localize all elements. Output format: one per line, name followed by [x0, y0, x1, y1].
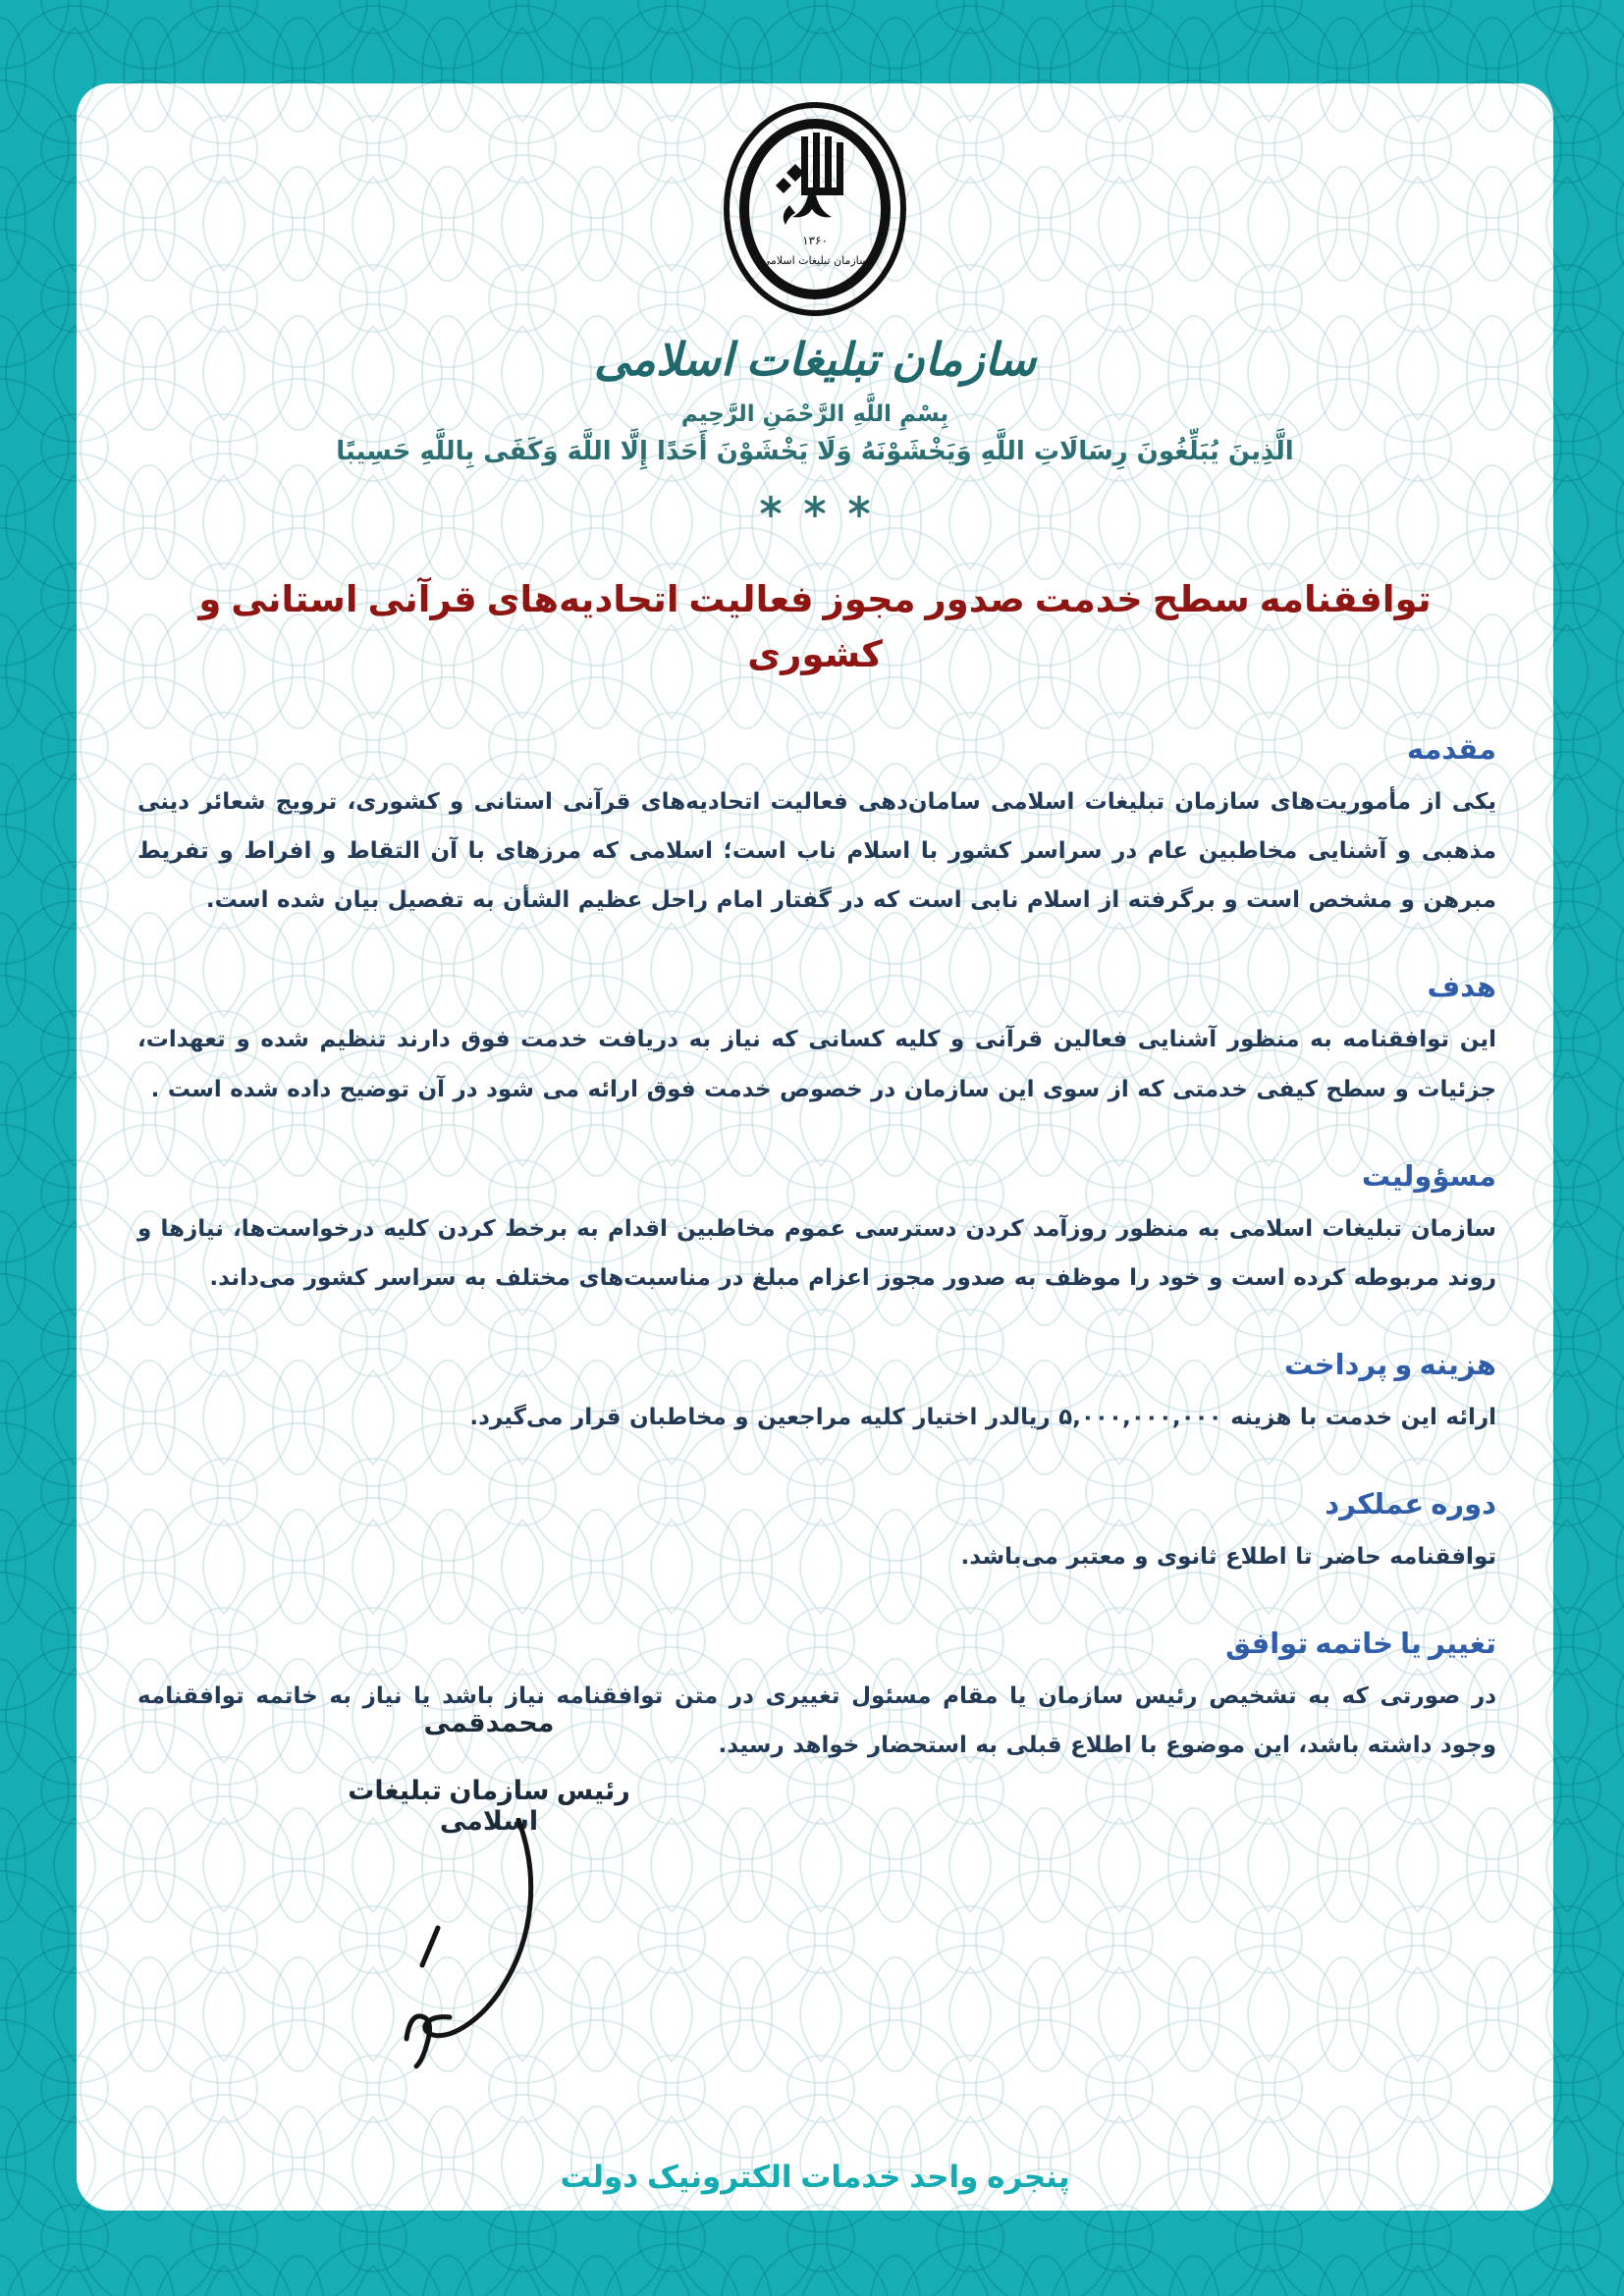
section-body: ارائه این خدمت با هزینه ۵,۰۰۰,۰۰۰,۰۰۰ ریالدر اختیار کلیه مراجعین و مخاطبان قرار می‌گیرد.	[469, 1404, 1496, 1430]
section-heading: هزینه و پرداخت	[1283, 1347, 1496, 1381]
org-logo	[712, 95, 918, 331]
logo-year: ۱۳۶۰	[802, 234, 828, 247]
section-hazineh-pardakht	[137, 1348, 1496, 1442]
section-hadaf	[137, 970, 1496, 1113]
asterisk-star-icon	[804, 496, 826, 517]
section-body: یکی از مأموریت‌های سازمان تبلیغات اسلامی سامان‌دهی فعالیت اتحادیه‌های قرآنی استانی و کشوری، ترویج شعائر دینی مذهبی و آشنایی مخاطبین عام در سراسر کشور با اسلام ناب است؛ اسلامی که مرزهای با آن التقاط و افراط و تفریط مبرهن و مشخص است و برگرفته از اسلام نابی است که در گفتار امام راحل عظیم الشأن به تفصیل بیان شده است.	[137, 789, 1496, 914]
signatory-role: رئیس سازمان تبلیغات اسلامی	[348, 1776, 630, 1837]
signature-block	[302, 1708, 676, 1837]
quran-verse-text: الَّذِينَ يُبَلِّغُونَ رِسَالَاتِ اللَّهِ وَيَخْشَوْنَهُ وَلَا يَخْشَوْنَ أَحَدًا إِلَّا اللَّهَ وَكَفَى بِاللَّهِ حَسِيبًا	[336, 437, 1294, 466]
document-title: توافقنامه سطح خدمت صدور مجوز فعالیت اتحادیه‌های قرآنی استانی و کشوری	[198, 578, 1432, 675]
org-name-calligraphy: سازمان تبلیغات اسلامی	[593, 333, 1037, 386]
footer-egov-label: پنجره واحد خدمات الکترونیک دولت	[560, 2160, 1070, 2195]
section-body: سازمان تبلیغات اسلامی به منظور روزآمد کردن دسترسی عموم مخاطبین اقدام به برخط کردن کلیه درخواست‌ها، نیازها و روند مربوطه کرده است و خود را موظف به صدور مجوز اعزام مبلغ در مناسبت‌های مختلف به سراسر کشور می‌داند.	[137, 1215, 1496, 1291]
asterisk-star-icon	[848, 496, 870, 517]
section-dowreh-amalkard	[137, 1487, 1496, 1581]
section-moghaddameh	[137, 732, 1496, 925]
section-body: این توافقنامه به منظور آشنایی فعالین قرآنی و کلیه کسانی که نیاز به دریافت خدمت فوق دارند تنظیم شده و تعهدات، جزئیات و سطح کیفی خدمتی که از سوی این سازمان در خصوص خدمت فوق ارائه می شود در آن توضیح داده شده است .	[137, 1027, 1496, 1102]
section-heading: مقدمه	[1406, 732, 1496, 766]
logo-label: سازمان تبلیغات اسلامی	[761, 254, 869, 267]
document-sheet	[77, 83, 1553, 2211]
section-heading: دوره عملکرد	[1325, 1487, 1496, 1521]
section-body: در صورتی که به تشخیص رئیس سازمان یا مقام مسئول تغییری در متن توافقنامه نیاز باشد یا نیاز به خاتمه توافقنامه وجود داشته باشد، این موضوع با اطلاع قبلی به استحضار خواهد رسید.	[137, 1683, 1496, 1759]
section-masouliat	[137, 1159, 1496, 1303]
section-body: توافقنامه حاضر تا اطلاع ثانوی و معتبر می‌باشد.	[960, 1544, 1496, 1570]
org-emblem-icon	[717, 95, 913, 327]
signatory-name: محمدقمی	[423, 1708, 555, 1738]
bismillah-text: بِسْمِ اللَّهِ الرَّحْمَنِ الرَّحِيم	[680, 401, 949, 427]
handwritten-signature	[371, 1818, 597, 2073]
document-sections	[137, 732, 1496, 1770]
section-heading: هدف	[1427, 970, 1496, 1004]
section-heading: مسؤولیت	[1361, 1158, 1496, 1193]
ornamental-asterisks	[77, 496, 1553, 519]
kufic-allah-mark	[776, 133, 843, 225]
asterisk-star-icon	[760, 496, 782, 517]
section-heading: تغییر یا خاتمه توافق	[1225, 1627, 1496, 1661]
